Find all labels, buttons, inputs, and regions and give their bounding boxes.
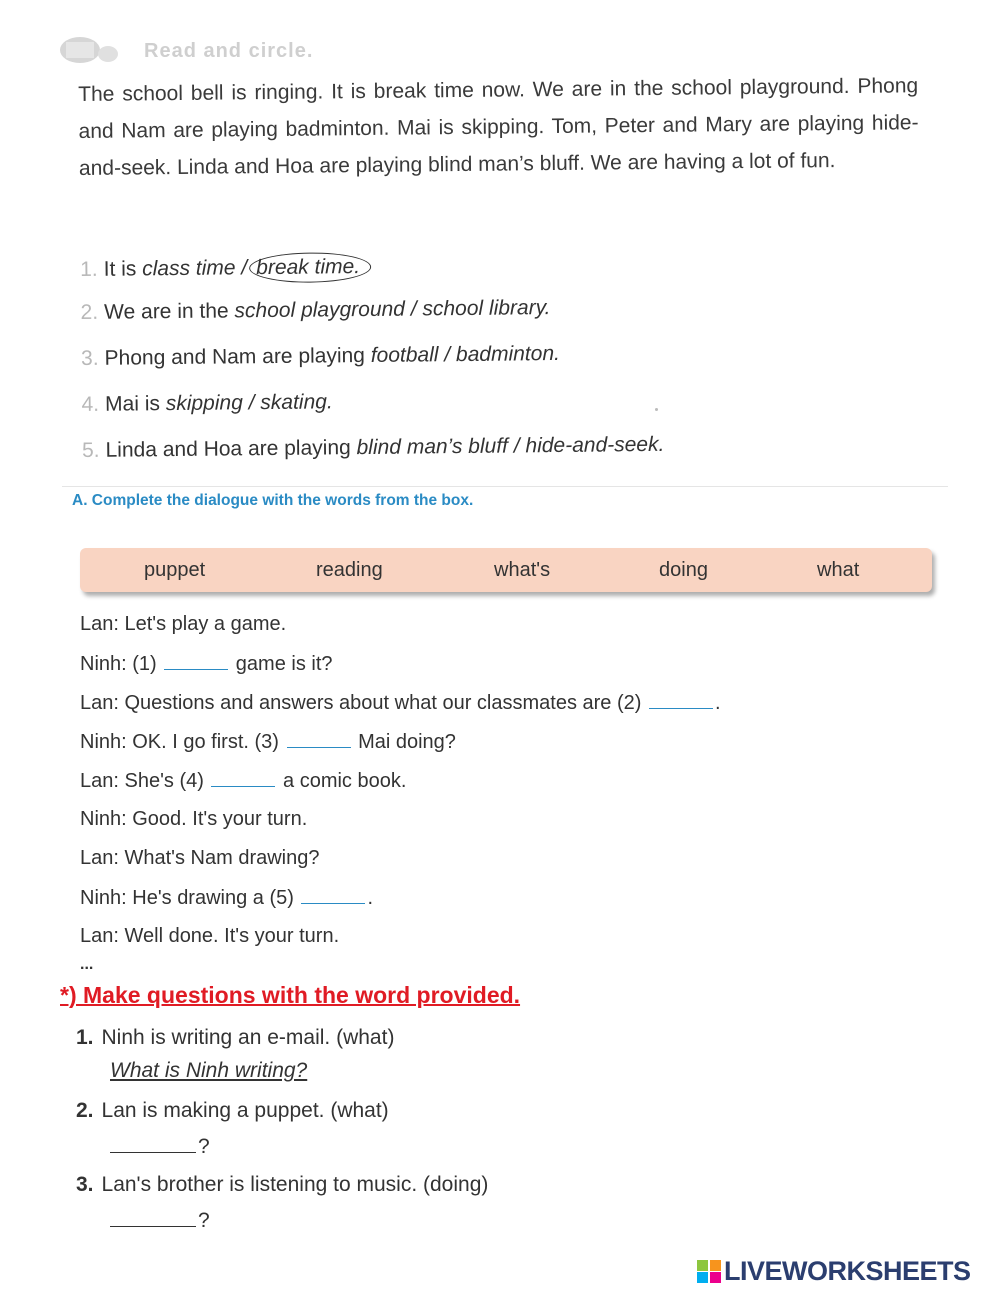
question-1 [76, 1026, 394, 1050]
answer-blank[interactable] [110, 1206, 196, 1227]
option-separator: / [235, 256, 248, 280]
circle-item-3 [81, 339, 841, 393]
dialogue-text: Ninh: He's drawing a (5) [80, 887, 300, 909]
item-number: 5. [81, 438, 100, 462]
circle-item-5 [82, 431, 842, 485]
dialogue-text: Ninh: OK. I go first. (3) [80, 731, 285, 753]
dialogue-line [80, 920, 900, 959]
option-2[interactable]: hide-and-seek. [525, 432, 665, 458]
answer-blank-3[interactable] [287, 725, 351, 748]
dialogue-text: . [367, 887, 374, 909]
dialogue-text: game is it? [230, 653, 333, 675]
question-text: Lan is making a puppet. (what) [101, 1099, 389, 1122]
circle-items [80, 247, 842, 485]
question-text: Lan's brother is listening to music. (doing) [101, 1173, 489, 1196]
logo-square [697, 1260, 708, 1271]
option-1[interactable]: school playground [234, 297, 406, 323]
item-text: Linda and Hoa are playing [105, 436, 357, 462]
dialogue-text: Lan: She's (4) [80, 770, 210, 792]
option-1[interactable]: class time [142, 256, 236, 281]
dialogue-text: a comic book. [277, 770, 407, 792]
dialogue-line [80, 725, 900, 764]
answer-blank-4[interactable] [211, 764, 275, 787]
option-separator: / [242, 391, 261, 415]
word-box-item: what's [494, 559, 551, 581]
item-text: Phong and Nam are playing [104, 343, 371, 370]
dialogue-ellipsis: ... [80, 956, 94, 973]
exercise-header: Read and circle. [144, 40, 314, 62]
option-2[interactable]: skating. [260, 390, 333, 415]
answer-2-line[interactable] [110, 1132, 210, 1159]
dialogue-line [80, 803, 900, 842]
logo-square [710, 1260, 721, 1271]
dialogue-line [80, 608, 900, 647]
item-text: It is [103, 257, 143, 281]
option-2[interactable]: badminton. [455, 341, 561, 367]
answer-blank-5[interactable] [301, 881, 365, 904]
section-a-title: A. Complete the dialogue with the words from the box. [72, 492, 474, 509]
item-text: Mai is [104, 392, 166, 416]
dialogue-text: Ninh: Good. It's your turn. [80, 808, 308, 830]
option-2-circled[interactable]: break time. [249, 252, 371, 283]
option-1[interactable]: blind man’s bluff [356, 434, 509, 460]
dialogue-text: Mai doing? [352, 731, 456, 753]
faded-book-icon [58, 34, 124, 66]
option-1[interactable]: skipping [165, 391, 243, 416]
word-box-item: puppet [144, 559, 206, 581]
liveworksheets-logo [697, 1256, 971, 1287]
question-text: Ninh is writing an e-mail. (what) [101, 1026, 395, 1049]
dialogue-line [80, 686, 900, 725]
question-3 [76, 1173, 488, 1197]
word-box-item: what [817, 559, 860, 581]
item-number: 4. [81, 392, 100, 416]
circle-item-4 [81, 385, 841, 439]
option-2[interactable]: school library. [422, 296, 551, 321]
stray-dot [655, 408, 658, 411]
item-text: We are in the [103, 299, 235, 324]
circle-item-1 [80, 247, 840, 301]
answer-blank[interactable] [110, 1132, 196, 1153]
circle-item-2 [80, 293, 840, 347]
dialogue-line [80, 881, 900, 920]
dialogue-line [80, 764, 900, 803]
answer-1-example: What is Ninh writing? [110, 1059, 308, 1082]
answer-3-line[interactable] [110, 1206, 210, 1233]
logo-mark-icon [697, 1260, 721, 1284]
section-divider [62, 486, 948, 487]
logo-text: LIVEWORKSHEETS [724, 1256, 971, 1286]
dialogue-text: Lan: Questions and answers about what our classmates are (2) [80, 692, 647, 714]
make-questions-title: *) Make questions with the word provided. [60, 982, 521, 1008]
answer-blank-2[interactable] [649, 686, 713, 709]
dialogue-text: . [714, 692, 721, 714]
logo-square [697, 1272, 708, 1283]
logo-square [710, 1272, 721, 1283]
word-box [80, 548, 932, 592]
question-number: 2. [76, 1099, 94, 1122]
dialogue-line [80, 647, 900, 686]
item-number: 2. [80, 300, 99, 324]
word-box-item: doing [659, 559, 708, 581]
option-1[interactable]: football [370, 343, 439, 367]
option-separator: / [404, 297, 423, 321]
question-mark: ? [198, 1209, 210, 1232]
option-separator: / [507, 434, 526, 458]
word-box-item: reading [316, 559, 383, 581]
dialogue-line [80, 842, 900, 881]
dialogue-text: Lan: Let's play a game. [80, 613, 287, 635]
reading-passage: The school bell is ringing. It is break time now. We are in the school playground. Phong and Nam are playing badminton. Mai is skipping. Tom, Peter and Mary are playing hide-and-seek. Linda and Hoa are playing blind man’s bluff. We are having a lot of fun. [78, 74, 919, 180]
item-number: 3. [80, 346, 99, 370]
item-number: 1. [80, 257, 98, 281]
question-mark: ? [198, 1135, 210, 1158]
dialogue-text: Ninh: (1) [80, 653, 163, 675]
dialogue-text: Lan: What's Nam drawing? [80, 847, 320, 869]
question-2 [76, 1099, 389, 1123]
question-number: 3. [76, 1173, 94, 1196]
dialogue [80, 608, 900, 959]
question-number: 1. [76, 1026, 94, 1049]
option-separator: / [438, 343, 457, 367]
dialogue-text: Lan: Well done. It's your turn. [80, 925, 340, 947]
answer-blank-1[interactable] [164, 647, 228, 670]
